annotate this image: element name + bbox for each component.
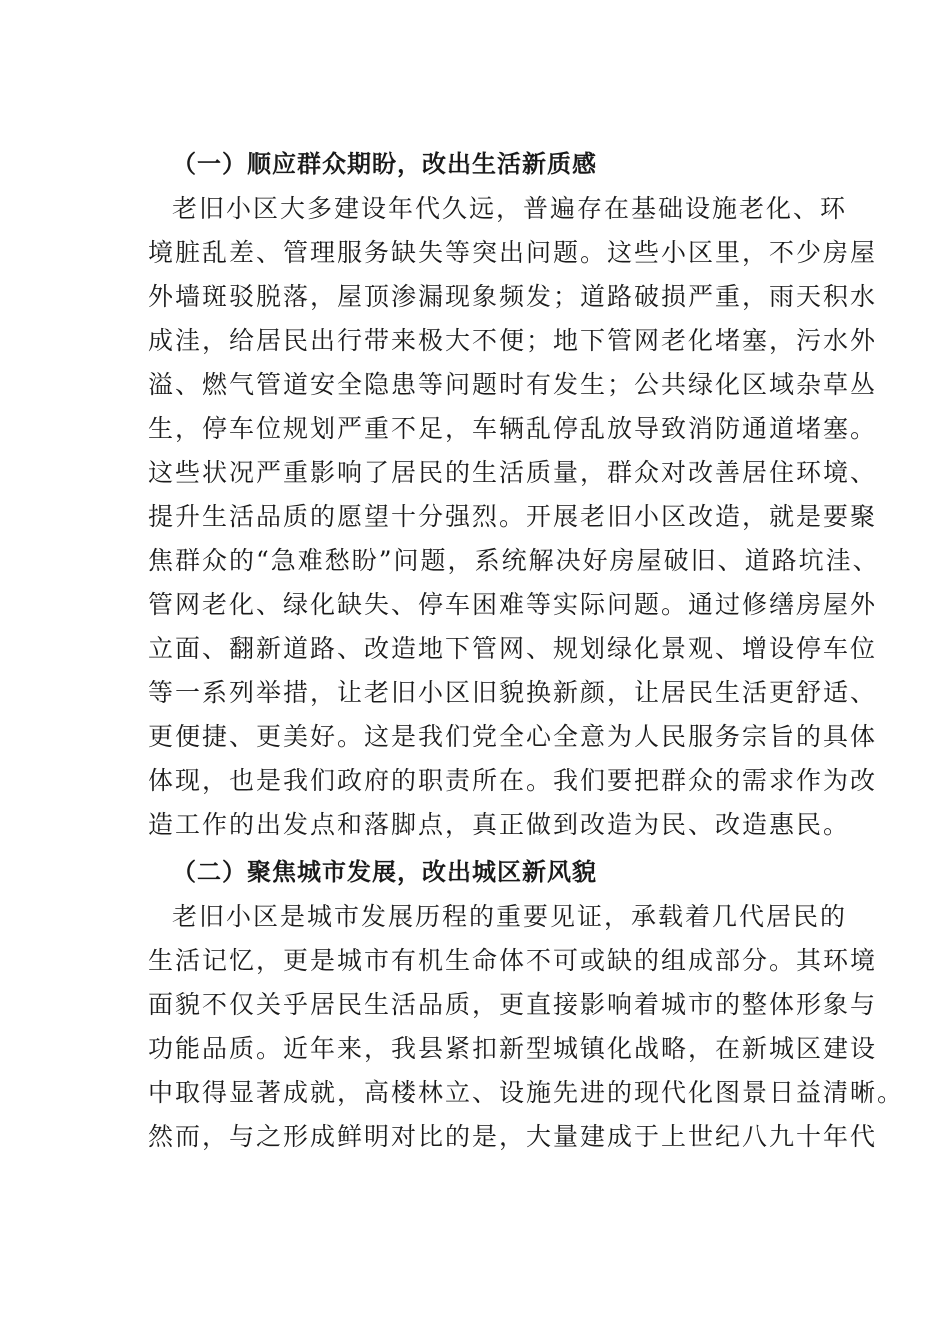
paragraph-line: 外墙斑驳脱落，屋顶渗漏现象频发；道路破损严重，雨天积水 xyxy=(148,282,878,311)
paragraph-line: 溢、燃气管道安全隐患等问题时有发生；公共绿化区域杂草丛 xyxy=(148,370,878,399)
paragraph-line: 境脏乱差、管理服务缺失等突出问题。这些小区里，不少房屋 xyxy=(148,238,878,267)
paragraph-line: 立面、翻新道路、改造地下管网、规划绿化景观、增设停车位 xyxy=(148,634,878,663)
paragraph-line: 中取得显著成就，高楼林立、设施先进的现代化图景日益清晰。 xyxy=(148,1078,905,1107)
paragraph-line: 提升生活品质的愿望十分强烈。开展老旧小区改造，就是要聚 xyxy=(148,502,878,531)
paragraph-line: 面貌不仅关乎居民生活品质，更直接影响着城市的整体形象与 xyxy=(148,990,878,1019)
paragraph-line: 等一系列举措，让老旧小区旧貌换新颜，让居民生活更舒适、 xyxy=(148,678,878,707)
paragraph-line: 成洼，给居民出行带来极大不便；地下管网老化堵塞，污水外 xyxy=(148,326,878,355)
paragraph-line: 功能品质。近年来，我县紧扣新型城镇化战略，在新城区建设 xyxy=(148,1034,878,1063)
paragraph-line: 造工作的出发点和落脚点，真正做到改造为民、改造惠民。 xyxy=(148,810,851,839)
paragraph-line: 生，停车位规划严重不足，车辆乱停乱放导致消防通道堵塞。 xyxy=(148,414,878,443)
paragraph-line: 焦群众的“急难愁盼”问题，系统解决好房屋破旧、道路坑洼、 xyxy=(148,546,880,575)
paragraph-line: 管网老化、绿化缺失、停车困难等实际问题。通过修缮房屋外 xyxy=(148,590,878,619)
paragraph-line: 然而，与之形成鲜明对比的是，大量建成于上世纪八九十年代 xyxy=(148,1122,878,1151)
paragraph-line: 老旧小区是城市发展历程的重要见证，承载着几代居民的 xyxy=(172,902,848,931)
paragraph-line: 老旧小区大多建设年代久远，普遍存在基础设施老化、环 xyxy=(172,194,848,223)
paragraph-line: 这些状况严重影响了居民的生活质量，群众对改善居住环境、 xyxy=(148,458,878,487)
section-2-heading: （二）聚焦城市发展，改出城区新风貌 xyxy=(172,858,597,886)
paragraph-line: 更便捷、更美好。这是我们党全心全意为人民服务宗旨的具体 xyxy=(148,722,878,751)
paragraph-line: 体现，也是我们政府的职责所在。我们要把群众的需求作为改 xyxy=(148,766,878,795)
paragraph-line: 生活记忆，更是城市有机生命体不可或缺的组成部分。其环境 xyxy=(148,946,878,975)
section-1-heading: （一）顺应群众期盼，改出生活新质感 xyxy=(172,150,597,178)
